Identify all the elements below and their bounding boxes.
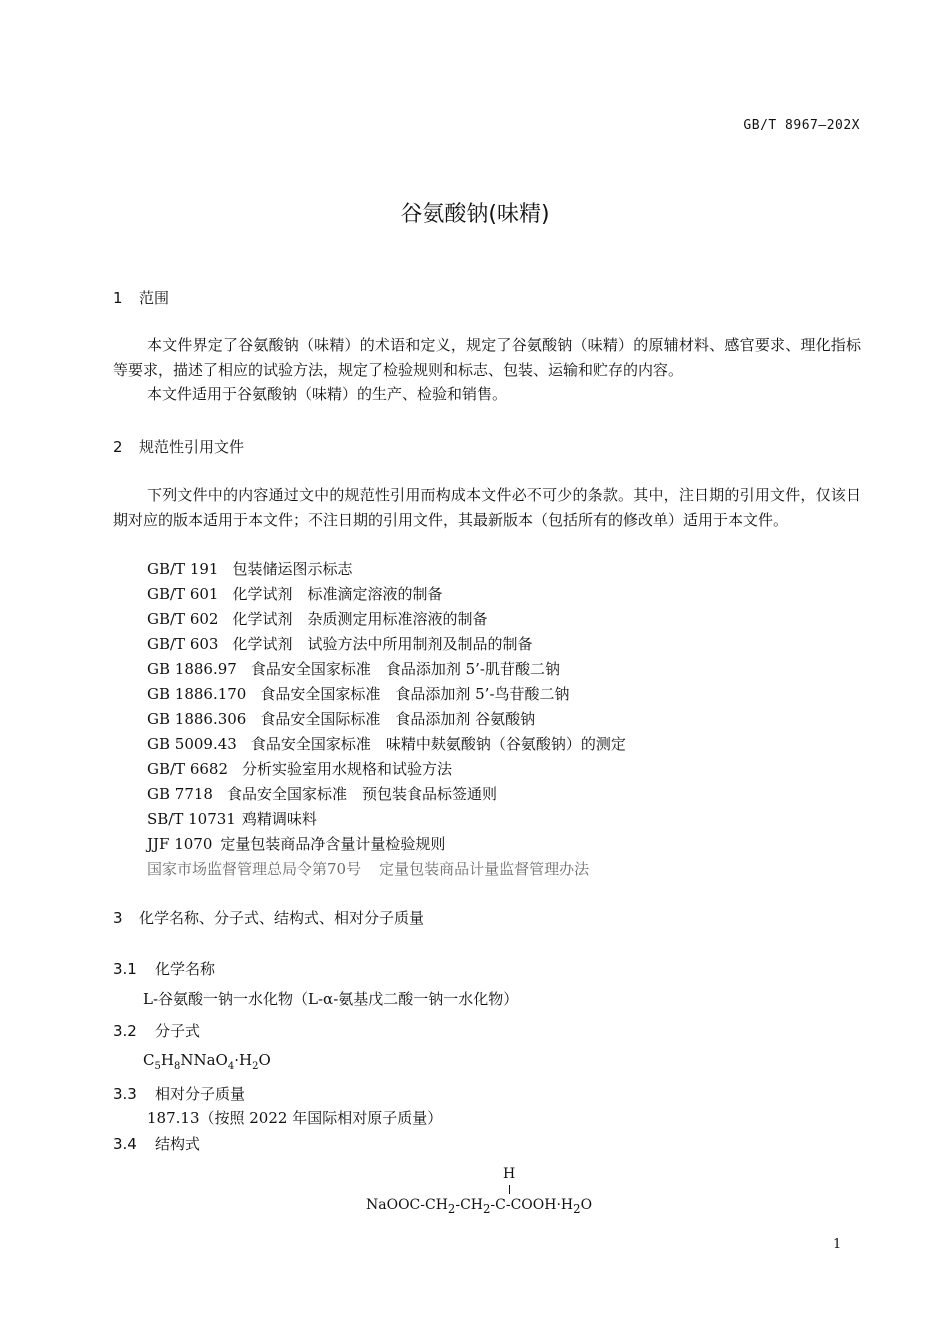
subsection-number: 3.1: [113, 960, 137, 978]
subsection-number: 3.3: [113, 1085, 137, 1103]
reference-code: GB 7718: [147, 785, 213, 803]
reference-code: GB/T 602: [147, 610, 219, 628]
document-title: 谷氨酸钠(味精): [400, 202, 550, 227]
reference-code: JJF 1070: [147, 835, 213, 853]
section-3-heading: [113, 907, 424, 928]
reference-code: GB 1886.306: [147, 710, 247, 728]
reference-code: GB 1886.170: [147, 685, 247, 703]
subsection-number: 3.2: [113, 1022, 137, 1040]
reference-item: [147, 808, 317, 829]
reference-item: [147, 558, 352, 579]
subsection-title: 相对分子质量: [155, 1085, 246, 1103]
reference-code: GB 5009.43: [147, 735, 237, 753]
reference-code: GB/T 6682: [147, 760, 229, 778]
reference-item: [147, 833, 445, 854]
section-number: 2: [113, 438, 123, 456]
reference-item: [147, 683, 570, 704]
reference-title: 包装储运图示标志: [232, 560, 353, 578]
chemical-name: L-谷氨酸一钠一水化物（L-α-氨基戊二酸一钠一水化物）: [143, 990, 519, 1008]
subsection-3-2-heading: [113, 1020, 200, 1041]
molecular-mass: 187.13（按照 2022 年国际相对原子质量）: [147, 1109, 443, 1127]
reference-code: GB/T 603: [147, 635, 219, 653]
reference-title: 分析实验室用水规格和试验方法: [242, 760, 453, 778]
reference-item: [147, 658, 560, 679]
reference-title: 食品安全国际标准 食品添加剂 谷氨酸钠: [260, 710, 536, 728]
subsection-number: 3.4: [113, 1135, 137, 1153]
section-number: 3: [113, 909, 123, 927]
reference-title: 鸡精调味料: [241, 810, 317, 828]
subsection-3-1-heading: [113, 958, 215, 979]
section-title: 规范性引用文件: [139, 438, 245, 456]
section-1-paragraph-1: 本文件界定了谷氨酸钠（味精）的术语和定义，规定了谷氨酸钠（味精）的原辅材料、感官要求、理化指标等要求，描述了相应的试验方法，规定了检验规则和标志、包装、运输和贮存的内容。: [113, 336, 861, 379]
molecular-formula: $C_5H_8NNaO_4\cdot H_2O$: [143, 1051, 271, 1072]
reference-title: 定量包装商品净含量计量检验规则: [220, 835, 446, 853]
reference-item: [147, 858, 589, 879]
standard-number: GB/T 8967—202X: [743, 118, 860, 133]
section-2-heading: [113, 436, 244, 457]
reference-title: 化学试剂 杂质测定用标准溶液的制备: [232, 610, 488, 628]
structure-top-atom: H: [503, 1166, 516, 1182]
structure-bond-line: [509, 1185, 510, 1194]
section-1-heading: [113, 287, 169, 308]
reference-item: [147, 583, 442, 604]
subsection-3-3-heading: [113, 1083, 245, 1104]
section-title: 范围: [139, 289, 170, 307]
reference-item: [147, 608, 487, 629]
subsection-title: 化学名称: [155, 960, 216, 978]
reference-title: 食品安全国家标准 味精中麸氨酸钠（谷氨酸钠）的测定: [250, 735, 626, 753]
subsection-title: 分子式: [155, 1022, 201, 1040]
reference-title: 化学试剂 标准滴定溶液的制备: [232, 585, 443, 603]
reference-code: SB/T 10731: [147, 810, 236, 828]
section-1-paragraph-2: 本文件适用于谷氨酸钠（味精）的生产、检验和销售。: [147, 385, 508, 403]
reference-item: [147, 708, 535, 729]
reference-item: [147, 758, 452, 779]
subsection-3-4-heading: [113, 1133, 200, 1154]
page-number: 1: [833, 1237, 842, 1252]
reference-title: 定量包装商品计量监督管理办法: [379, 860, 590, 878]
reference-title: 食品安全国家标准 食品添加剂 5’-肌苷酸二钠: [250, 660, 560, 678]
reference-title: 化学试剂 试验方法中所用制剂及制品的制备: [232, 635, 533, 653]
reference-code: GB/T 601: [147, 585, 219, 603]
reference-item: [147, 633, 532, 654]
reference-item: [147, 783, 497, 804]
reference-title: 食品安全国家标准 预包装食品标签通则: [226, 785, 497, 803]
reference-code: 国家市场监督管理总局令第70号: [147, 860, 362, 878]
reference-item: [147, 733, 626, 754]
reference-title: 食品安全国家标准 食品添加剂 5’-鸟苷酸二钠: [260, 685, 570, 703]
reference-code: GB 1886.97: [147, 660, 237, 678]
section-title: 化学名称、分子式、结构式、相对分子质量: [139, 909, 425, 927]
subsection-title: 结构式: [155, 1135, 201, 1153]
section-2-paragraph-1: 下列文件中的内容通过文中的规范性引用而构成本文件必不可少的条款。其中，注日期的引用文件，仅该日期对应的版本适用于本文件；不注日期的引用文件，其最新版本（包括所有的修改单）适用于本文件。: [113, 486, 861, 529]
reference-code: GB/T 191: [147, 560, 219, 578]
section-number: 1: [113, 289, 123, 307]
structural-formula: NaOOC-$CH_2-CH_2-C-COOH\cdot H_2O$: [366, 1197, 593, 1216]
